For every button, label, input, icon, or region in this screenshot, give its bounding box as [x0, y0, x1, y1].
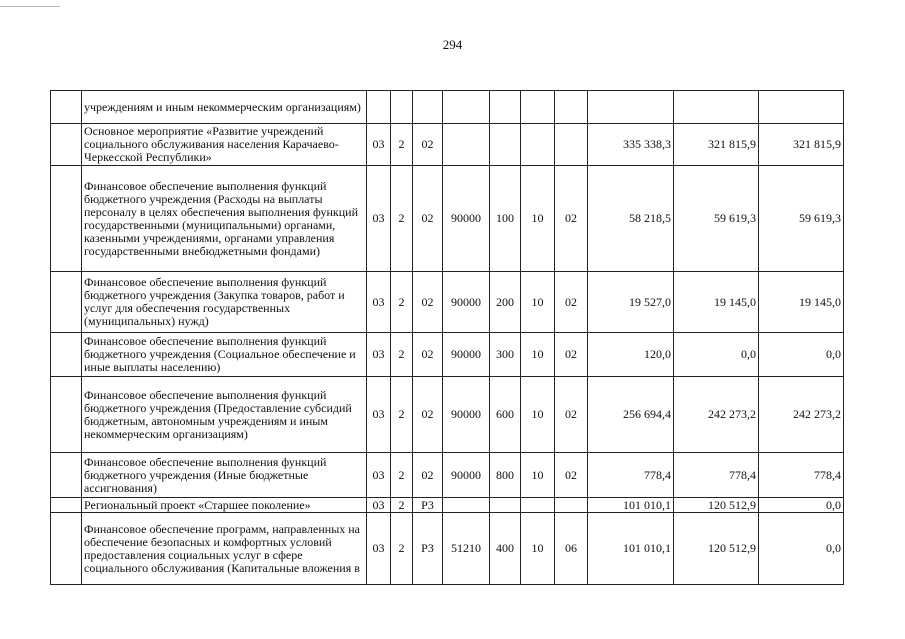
row-marker-cell: [51, 272, 82, 333]
code-cell: 02: [413, 333, 443, 377]
code-cell: [521, 91, 555, 124]
code-cell: 03: [367, 498, 391, 513]
code-cell: 10: [521, 513, 555, 585]
row-marker-cell: [51, 124, 82, 166]
code-cell: 03: [367, 377, 391, 453]
code-cell: 300: [490, 333, 521, 377]
row-description: учреждениям и иным некоммерческим организациям): [82, 91, 367, 124]
row-description: Финансовое обеспечение выполнения функций бюджетного учреждения (Социальное обеспечение и иные выплаты населению): [82, 333, 367, 377]
table-row: [51, 513, 844, 585]
code-cell: 02: [555, 377, 588, 453]
code-cell: [521, 498, 555, 513]
page-number: 294: [442, 37, 463, 52]
code-cell: 800: [490, 453, 521, 498]
code-cell: 02: [413, 377, 443, 453]
code-cell: P3: [413, 513, 443, 585]
code-cell: [490, 91, 521, 124]
row-marker-cell: [51, 513, 82, 585]
code-cell: 2: [391, 377, 413, 453]
code-cell: 2: [391, 453, 413, 498]
row-marker-cell: [51, 498, 82, 513]
row-description: Региональный проект «Старшее поколение»: [82, 498, 367, 513]
code-cell: [555, 124, 588, 166]
code-cell: [443, 91, 490, 124]
code-cell: 10: [521, 453, 555, 498]
budget-table: [50, 90, 844, 585]
code-cell: 03: [367, 513, 391, 585]
code-cell: [490, 498, 521, 513]
amount-cell: 120 512,9: [674, 498, 759, 513]
amount-cell: 0,0: [759, 513, 844, 585]
code-cell: 90000: [443, 333, 490, 377]
amount-cell: 58 218,5: [588, 166, 674, 272]
code-cell: 90000: [443, 377, 490, 453]
code-cell: 2: [391, 166, 413, 272]
row-description: Финансовое обеспечение выполнения функций бюджетного учреждения (Иные бюджетные ассигнования): [82, 453, 367, 498]
amount-cell: 778,4: [674, 453, 759, 498]
table-row: [51, 453, 844, 498]
amount-cell: 0,0: [674, 333, 759, 377]
code-cell: 10: [521, 333, 555, 377]
amount-cell: 101 010,1: [588, 498, 674, 513]
row-description: Финансовое обеспечение выполнения функций бюджетного учреждения (Закупка товаров, работ и услуг для обеспечения государственных (муниципальных) нужд): [82, 272, 367, 333]
amount-cell: [588, 91, 674, 124]
code-cell: 200: [490, 272, 521, 333]
amount-cell: 242 273,2: [759, 377, 844, 453]
amount-cell: 19 527,0: [588, 272, 674, 333]
code-cell: 10: [521, 377, 555, 453]
row-description: Основное мероприятие «Развитие учреждений социального обслуживания населения Карачаево-Черкесской Республики»: [82, 124, 367, 166]
code-cell: [391, 91, 413, 124]
amount-cell: 19 145,0: [674, 272, 759, 333]
code-cell: [413, 91, 443, 124]
code-cell: [521, 124, 555, 166]
row-description: Финансовое обеспечение программ, направленных на обеспечение безопасных и комфортных условий предоставления социальных услуг в сфере социального обслуживания (Капитальные вложения в: [82, 513, 367, 585]
amount-cell: [674, 91, 759, 124]
code-cell: 02: [413, 272, 443, 333]
code-cell: 90000: [443, 166, 490, 272]
code-cell: [367, 91, 391, 124]
table-row: [51, 498, 844, 513]
code-cell: 02: [555, 453, 588, 498]
code-cell: 600: [490, 377, 521, 453]
code-cell: 02: [413, 166, 443, 272]
code-cell: 02: [555, 166, 588, 272]
code-cell: 02: [555, 333, 588, 377]
code-cell: 2: [391, 333, 413, 377]
table-row: [51, 91, 844, 124]
code-cell: [555, 91, 588, 124]
row-marker-cell: [51, 91, 82, 124]
code-cell: 10: [521, 272, 555, 333]
table-row: [51, 124, 844, 166]
code-cell: 2: [391, 513, 413, 585]
code-cell: 2: [391, 498, 413, 513]
code-cell: 90000: [443, 453, 490, 498]
code-cell: 2: [391, 124, 413, 166]
amount-cell: 120,0: [588, 333, 674, 377]
code-cell: 51210: [443, 513, 490, 585]
table-row: [51, 377, 844, 453]
amount-cell: 19 145,0: [759, 272, 844, 333]
table-row: [51, 166, 844, 272]
code-cell: 03: [367, 272, 391, 333]
amount-cell: 120 512,9: [674, 513, 759, 585]
amount-cell: 256 694,4: [588, 377, 674, 453]
row-marker-cell: [51, 453, 82, 498]
code-cell: 02: [413, 124, 443, 166]
scan-artifact-line: [0, 6, 60, 7]
code-cell: 90000: [443, 272, 490, 333]
row-description: Финансовое обеспечение выполнения функций бюджетного учреждения (Предоставление субсидий бюджетным, автономным учреждениям и иным некоммерческим организациям): [82, 377, 367, 453]
code-cell: [443, 498, 490, 513]
table-row: [51, 333, 844, 377]
amount-cell: 778,4: [759, 453, 844, 498]
row-marker-cell: [51, 166, 82, 272]
amount-cell: 242 273,2: [674, 377, 759, 453]
code-cell: 02: [555, 272, 588, 333]
code-cell: 06: [555, 513, 588, 585]
row-description: Финансовое обеспечение выполнения функций бюджетного учреждения (Расходы на выплаты персоналу в целях обеспечения выполнения функций государственными (муниципальными) органами, казенными учреждениями, органами управления государственными внебюджетными фондами): [82, 166, 367, 272]
code-cell: 03: [367, 124, 391, 166]
code-cell: P3: [413, 498, 443, 513]
code-cell: 02: [413, 453, 443, 498]
code-cell: 400: [490, 513, 521, 585]
amount-cell: 321 815,9: [674, 124, 759, 166]
amount-cell: 59 619,3: [674, 166, 759, 272]
amount-cell: 101 010,1: [588, 513, 674, 585]
code-cell: 03: [367, 166, 391, 272]
code-cell: [555, 498, 588, 513]
amount-cell: 59 619,3: [759, 166, 844, 272]
row-marker-cell: [51, 377, 82, 453]
amount-cell: 0,0: [759, 333, 844, 377]
code-cell: 03: [367, 453, 391, 498]
code-cell: 2: [391, 272, 413, 333]
amount-cell: 335 338,3: [588, 124, 674, 166]
code-cell: 10: [521, 166, 555, 272]
code-cell: 03: [367, 333, 391, 377]
amount-cell: 321 815,9: [759, 124, 844, 166]
code-cell: 100: [490, 166, 521, 272]
code-cell: [443, 124, 490, 166]
amount-cell: [759, 91, 844, 124]
amount-cell: 778,4: [588, 453, 674, 498]
table-row: [51, 272, 844, 333]
code-cell: [490, 124, 521, 166]
amount-cell: 0,0: [759, 498, 844, 513]
row-marker-cell: [51, 333, 82, 377]
